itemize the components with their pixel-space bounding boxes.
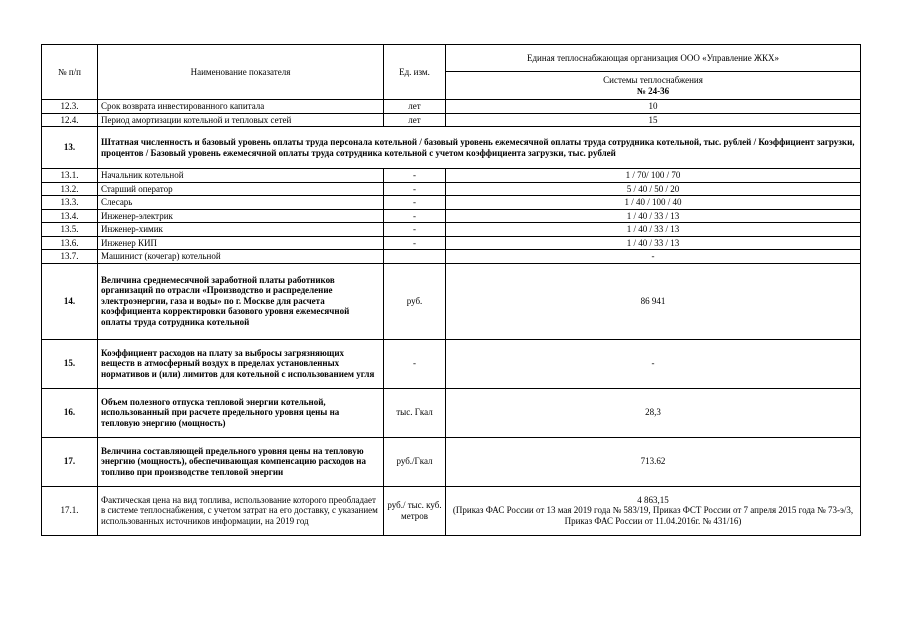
systems-label: Системы теплоснабжения xyxy=(603,75,703,85)
header-org: Единая теплоснабжающая организация ООО «Управление ЖКХ» xyxy=(446,45,861,72)
row-num: 12.4. xyxy=(42,113,98,127)
row-num: 13.4. xyxy=(42,209,98,223)
row-name: Коэффициент расходов на плату за выбросы загрязняющих веществ в атмосферный воздух в пределах установленных нормативов и (или) лимитов для котельной с использованием угля xyxy=(98,339,384,388)
row-name: Инженер-электрик xyxy=(98,209,384,223)
row-value: 10 xyxy=(446,100,861,114)
row-value: 86 941 xyxy=(446,263,861,339)
row-unit: - xyxy=(384,209,446,223)
row-name: Инженер КИП xyxy=(98,236,384,250)
row-unit: - xyxy=(384,196,446,210)
row-value: 1 / 40 / 100 / 40 xyxy=(446,196,861,210)
row-value xyxy=(446,486,861,535)
table-row xyxy=(42,169,861,183)
row-unit: - xyxy=(384,182,446,196)
header-num: № п/п xyxy=(42,45,98,100)
row-value: 15 xyxy=(446,113,861,127)
header-name: Наименование показателя xyxy=(98,45,384,100)
row-value: 28,3 xyxy=(446,388,861,437)
systems-number: № 24-36 xyxy=(636,85,670,96)
table-row xyxy=(42,100,861,114)
table-row xyxy=(42,263,861,339)
row-num: 13.2. xyxy=(42,182,98,196)
row-num: 13.5. xyxy=(42,223,98,237)
row-value: 1 / 70/ 100 / 70 xyxy=(446,169,861,183)
table-row xyxy=(42,196,861,210)
row-unit xyxy=(384,250,446,264)
row-value: 5 / 40 / 50 / 20 xyxy=(446,182,861,196)
row-unit: - xyxy=(384,169,446,183)
row-name: Величина среднемесячной заработной платы работников организаций по отрасли «Производство и распределение электроэнергии, газа и воды» по г. Москве для расчета коэффициента корректировки базового уровня ежемесячной оплаты труда сотрудника котельной xyxy=(98,263,384,339)
row-value: 1 / 40 / 33 / 13 xyxy=(446,236,861,250)
fuel-price-source: (Приказ ФАС России от 13 мая 2019 года № 583/19, Приказ ФСТ России от 7 апреля 2015 года № 73-э/3, Приказ ФАС России от 11.04.2016г. № 431/16) xyxy=(452,505,854,526)
row-unit: руб./Гкал xyxy=(384,437,446,486)
row-value: 1 / 40 / 33 / 13 xyxy=(446,209,861,223)
row-unit: - xyxy=(384,236,446,250)
row-num: 15. xyxy=(42,339,98,388)
row-num: 13.1. xyxy=(42,169,98,183)
row-unit: руб./ тыс. куб. метров xyxy=(384,486,446,535)
header-systems xyxy=(446,72,861,100)
row-num: 14. xyxy=(42,263,98,339)
row-unit: - xyxy=(384,223,446,237)
row-name: Величина составляющей предельного уровня цены на тепловую энергию (мощность), обеспечивающая компенсацию расходов на топливо при производстве тепловой энергии xyxy=(98,437,384,486)
table-row xyxy=(42,223,861,237)
row-num: 16. xyxy=(42,388,98,437)
row-name: Начальник котельной xyxy=(98,169,384,183)
row-num: 13.7. xyxy=(42,250,98,264)
row-unit: - xyxy=(384,339,446,388)
row-unit: руб. xyxy=(384,263,446,339)
table-row xyxy=(42,437,861,486)
table-row xyxy=(42,388,861,437)
row-num: 17.1. xyxy=(42,486,98,535)
row-name: Период амортизации котельной и тепловых сетей xyxy=(98,113,384,127)
row-name: Инженер-химик xyxy=(98,223,384,237)
row-num: 13.3. xyxy=(42,196,98,210)
table-row xyxy=(42,486,861,535)
row-value: - xyxy=(446,339,861,388)
header-unit: Ед. изм. xyxy=(384,45,446,100)
row-num: 13. xyxy=(42,127,98,169)
row-name: Фактическая цена на вид топлива, использование которого преобладает в системе теплоснабжения, с учетом затрат на его доставку, с указанием использованных источников информации, на 2019 год xyxy=(98,486,384,535)
table-row xyxy=(42,127,861,169)
row-value: 713.62 xyxy=(446,437,861,486)
row-unit: лет xyxy=(384,113,446,127)
tariff-table xyxy=(41,44,861,536)
row-name: Слесарь xyxy=(98,196,384,210)
row-unit: лет xyxy=(384,100,446,114)
row-value: 1 / 40 / 33 / 13 xyxy=(446,223,861,237)
row-name: Объем полезного отпуска тепловой энергии котельной, использованный при расчете предельного уровня цены на тепловую энергию (мощность) xyxy=(98,388,384,437)
fuel-price: 4 863,15 xyxy=(637,494,669,505)
row-num: 13.6. xyxy=(42,236,98,250)
table-row xyxy=(42,209,861,223)
table-row xyxy=(42,236,861,250)
table-row xyxy=(42,182,861,196)
row-unit: тыс. Гкал xyxy=(384,388,446,437)
table-row xyxy=(42,339,861,388)
row-name: Штатная численность и базовый уровень оплаты труда персонала котельной / базовый уровень ежемесячной оплаты труда сотрудника котельной, тыс. рублей / Коэффициент загрузки, процентов / Базовый уровень ежемесячной оплаты труда сотрудника котельной с учетом коэффициента загрузки, тыс. рублей xyxy=(98,127,861,169)
row-name: Срок возврата инвестированного капитала xyxy=(98,100,384,114)
row-name: Старший оператор xyxy=(98,182,384,196)
table-row xyxy=(42,250,861,264)
row-value: - xyxy=(446,250,861,264)
row-num: 12.3. xyxy=(42,100,98,114)
row-name: Машинист (кочегар) котельной xyxy=(98,250,384,264)
table-row xyxy=(42,113,861,127)
row-num: 17. xyxy=(42,437,98,486)
